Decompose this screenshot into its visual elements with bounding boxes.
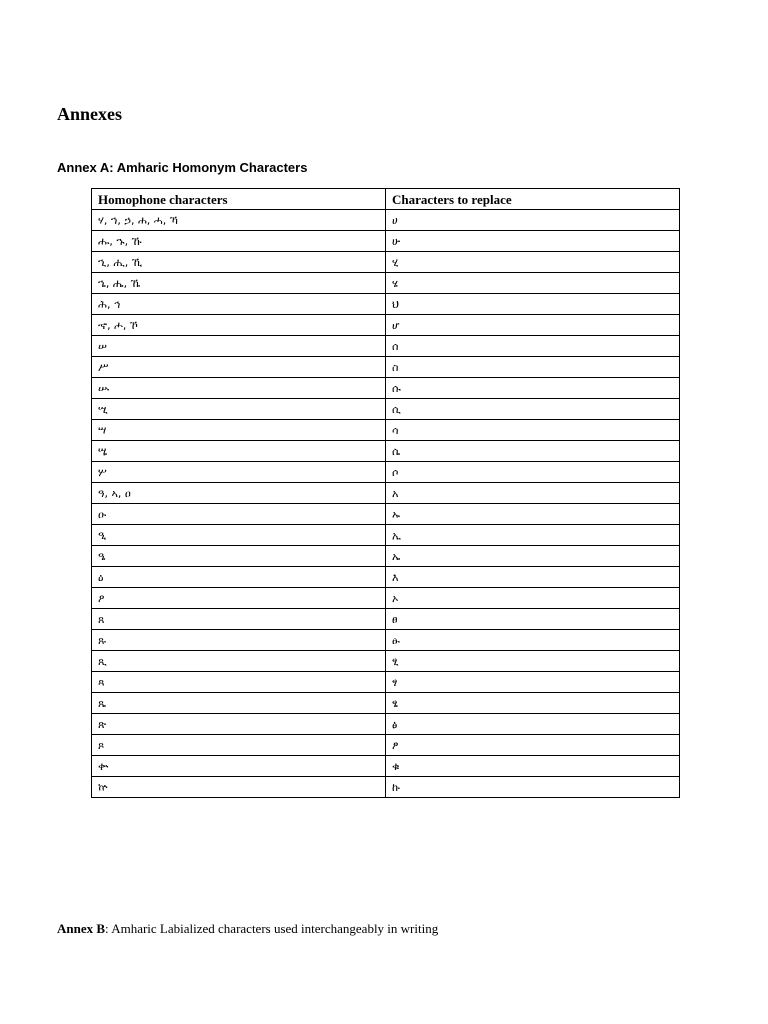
table-row — [92, 231, 680, 252]
replacement-cell: ኡ — [386, 504, 680, 525]
replacement-cell: ኤ — [386, 546, 680, 567]
replacement-cell: ፁ — [386, 630, 680, 651]
homophone-cell: ሥ — [92, 357, 386, 378]
replacement-cell: ፄ — [386, 693, 680, 714]
homophone-cell: ኆ, ሖ, ኾ — [92, 315, 386, 336]
replacement-cell: ሀ — [386, 210, 680, 231]
replacement-cell: ሂ — [386, 252, 680, 273]
homophone-cell: ጸ — [92, 609, 386, 630]
annex-b-line — [57, 921, 438, 937]
homophone-cell: ኂ, ሒ, ኺ — [92, 252, 386, 273]
table-row — [92, 462, 680, 483]
table-header-row — [92, 189, 680, 210]
table-row — [92, 315, 680, 336]
table-row — [92, 588, 680, 609]
replacement-cell: ሆ — [386, 315, 680, 336]
table-row — [92, 357, 680, 378]
table-row — [92, 567, 680, 588]
table-row — [92, 483, 680, 504]
homophone-cell: ሡ — [92, 378, 386, 399]
table-row — [92, 210, 680, 231]
replacement-cell: ፅ — [386, 714, 680, 735]
homonym-table — [91, 188, 680, 798]
annex-b-label: Annex B — [57, 921, 106, 936]
replacement-cell: ቁ — [386, 756, 680, 777]
replacement-cell: አ — [386, 483, 680, 504]
table-row — [92, 714, 680, 735]
replacement-cell: ፀ — [386, 609, 680, 630]
table-body — [92, 210, 680, 798]
table-row — [92, 294, 680, 315]
table-row — [92, 693, 680, 714]
table-row — [92, 609, 680, 630]
table-row — [92, 651, 680, 672]
replacement-cell: ስ — [386, 357, 680, 378]
homophone-cell: ሦ — [92, 462, 386, 483]
table-row — [92, 336, 680, 357]
replacement-cell: ፂ — [386, 651, 680, 672]
column-header-homophone: Homophone characters — [92, 189, 386, 210]
replacement-cell: ኦ — [386, 588, 680, 609]
homophone-cell: ቍ — [92, 756, 386, 777]
table-row — [92, 735, 680, 756]
homophone-cell: ዓ, ኣ, ዐ — [92, 483, 386, 504]
homophone-cell: ዖ — [92, 588, 386, 609]
table-row — [92, 525, 680, 546]
homophone-cell: ሠ — [92, 336, 386, 357]
annex-b-text: : Amharic Labialized characters used interchangeably in writing — [105, 921, 439, 936]
table-row — [92, 399, 680, 420]
table-row — [92, 252, 680, 273]
homophone-cell: ጽ — [92, 714, 386, 735]
homophone-cell: ሣ — [92, 420, 386, 441]
replacement-cell: ኢ — [386, 525, 680, 546]
homophone-cell: ዔ — [92, 546, 386, 567]
homophone-cell: ጺ — [92, 651, 386, 672]
homophone-cell: ዕ — [92, 567, 386, 588]
replacement-cell: ሶ — [386, 462, 680, 483]
homophone-cell: ሑ, ኁ, ኹ — [92, 231, 386, 252]
replacement-cell: እ — [386, 567, 680, 588]
table-row — [92, 546, 680, 567]
homophone-cell: ዑ — [92, 504, 386, 525]
replacement-cell: ፆ — [386, 735, 680, 756]
table-row — [92, 504, 680, 525]
homophone-cell: ሃ, ኀ, ኃ, ሐ, ሓ, ኻ — [92, 210, 386, 231]
homophone-cell: ጻ — [92, 672, 386, 693]
table-row — [92, 441, 680, 462]
replacement-cell: ሁ — [386, 231, 680, 252]
table-row — [92, 672, 680, 693]
table-row — [92, 420, 680, 441]
column-header-replace: Characters to replace — [386, 189, 680, 210]
replacement-cell: ሴ — [386, 441, 680, 462]
replacement-cell: ፃ — [386, 672, 680, 693]
replacement-cell: ሱ — [386, 378, 680, 399]
table-row — [92, 378, 680, 399]
replacement-cell: ሳ — [386, 420, 680, 441]
homophone-cell: ዒ — [92, 525, 386, 546]
homophone-cell: ሢ — [92, 399, 386, 420]
table-row — [92, 756, 680, 777]
table-row — [92, 273, 680, 294]
homophone-cell: ሤ — [92, 441, 386, 462]
page-heading: Annexes — [57, 104, 123, 124]
replacement-cell: ኩ — [386, 777, 680, 798]
replacement-cell: ሲ — [386, 399, 680, 420]
table-row — [92, 630, 680, 651]
homophone-cell: ጹ — [92, 630, 386, 651]
homophone-cell: ኄ, ሔ, ኼ — [92, 273, 386, 294]
annex-a-title: Annex A: Amharic Homonym Characters — [57, 160, 308, 175]
replacement-cell: ህ — [386, 294, 680, 315]
table-row — [92, 777, 680, 798]
replacement-cell: ሄ — [386, 273, 680, 294]
homophone-cell: ጾ — [92, 735, 386, 756]
replacement-cell: ሰ — [386, 336, 680, 357]
homophone-cell: ኵ — [92, 777, 386, 798]
homophone-cell: ጼ — [92, 693, 386, 714]
homophone-cell: ሕ, ኅ — [92, 294, 386, 315]
